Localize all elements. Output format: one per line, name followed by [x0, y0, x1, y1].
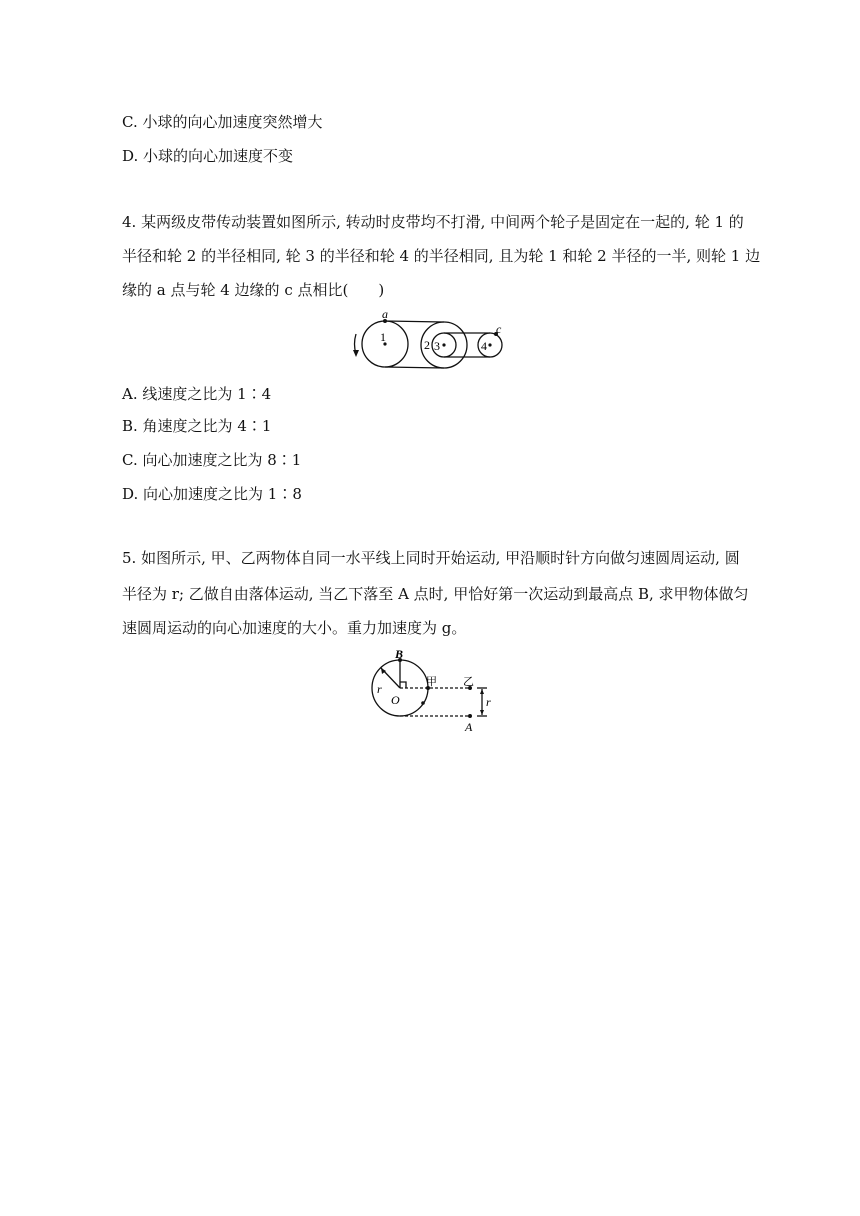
q4-option-b: B. 角速度之比为 4∶1: [122, 417, 272, 435]
label-2: 2: [424, 338, 430, 352]
label-r-left: r: [377, 682, 382, 696]
label-jia: 甲: [426, 676, 437, 688]
label-B: B: [395, 647, 404, 661]
wheel-3-center: [442, 343, 445, 346]
point-A-dot: [468, 714, 472, 718]
label-a: a: [382, 308, 388, 321]
label-r-right: r: [486, 695, 491, 709]
label-1: 1: [380, 330, 386, 344]
label-3: 3: [434, 339, 440, 353]
right-angle-marker: [400, 682, 406, 688]
label-c: c: [496, 322, 502, 336]
q5-stem-line-1: 5. 如图所示, 甲、乙两物体自同一水平线上同时开始运动, 甲沿顺时针方向做匀速圆周运动, 圆: [122, 549, 740, 567]
label-yi: 乙: [463, 676, 474, 688]
label-4: 4: [481, 339, 487, 353]
q4-stem-line-1: 4. 某两级皮带传动装置如图所示, 转动时皮带均不打滑, 中间两个轮子是固定在一起的, 轮 1 的: [122, 213, 744, 231]
q4-option-d: D. 向心加速度之比为 1∶8: [122, 485, 302, 503]
belt-bottom-1-2: [385, 367, 444, 368]
wheel-4-center: [488, 343, 491, 346]
measure-arrow-down: [480, 710, 484, 715]
label-O: O: [391, 693, 400, 707]
belt-top-1-2: [385, 321, 444, 322]
q5-stem-line-2: 半径为 r; 乙做自由落体运动, 当乙下落至 A 点时, 甲恰好第一次运动到最高点 B, 求甲物体做匀: [122, 585, 749, 603]
rotation-arrowhead: [353, 350, 359, 357]
circular-motion-figure: [360, 646, 500, 736]
q5-stem-line-3: 速圆周运动的向心加速度的大小。重力加速度为 g。: [122, 619, 467, 637]
belt-pulley-figure: [340, 308, 520, 374]
q4-stem-line-2: 半径和轮 2 的半径相同, 轮 3 的半径和轮 4 的半径相同, 且为轮 1 和轮 2 半径的一半, 则轮 1 边: [122, 247, 761, 265]
measure-arrow-up: [480, 689, 484, 694]
q3-option-c: C. 小球的向心加速度突然增大: [122, 113, 323, 131]
jia-motion-dot: [421, 701, 425, 705]
q4-option-c: C. 向心加速度之比为 8∶1: [122, 451, 302, 469]
q4-option-a: A. 线速度之比为 1∶4: [122, 385, 272, 403]
q3-option-d: D. 小球的向心加速度不变: [122, 147, 294, 165]
q4-stem-line-3: 缘的 a 点与轮 4 边缘的 c 点相比( ): [122, 281, 385, 299]
label-A: A: [465, 720, 473, 734]
